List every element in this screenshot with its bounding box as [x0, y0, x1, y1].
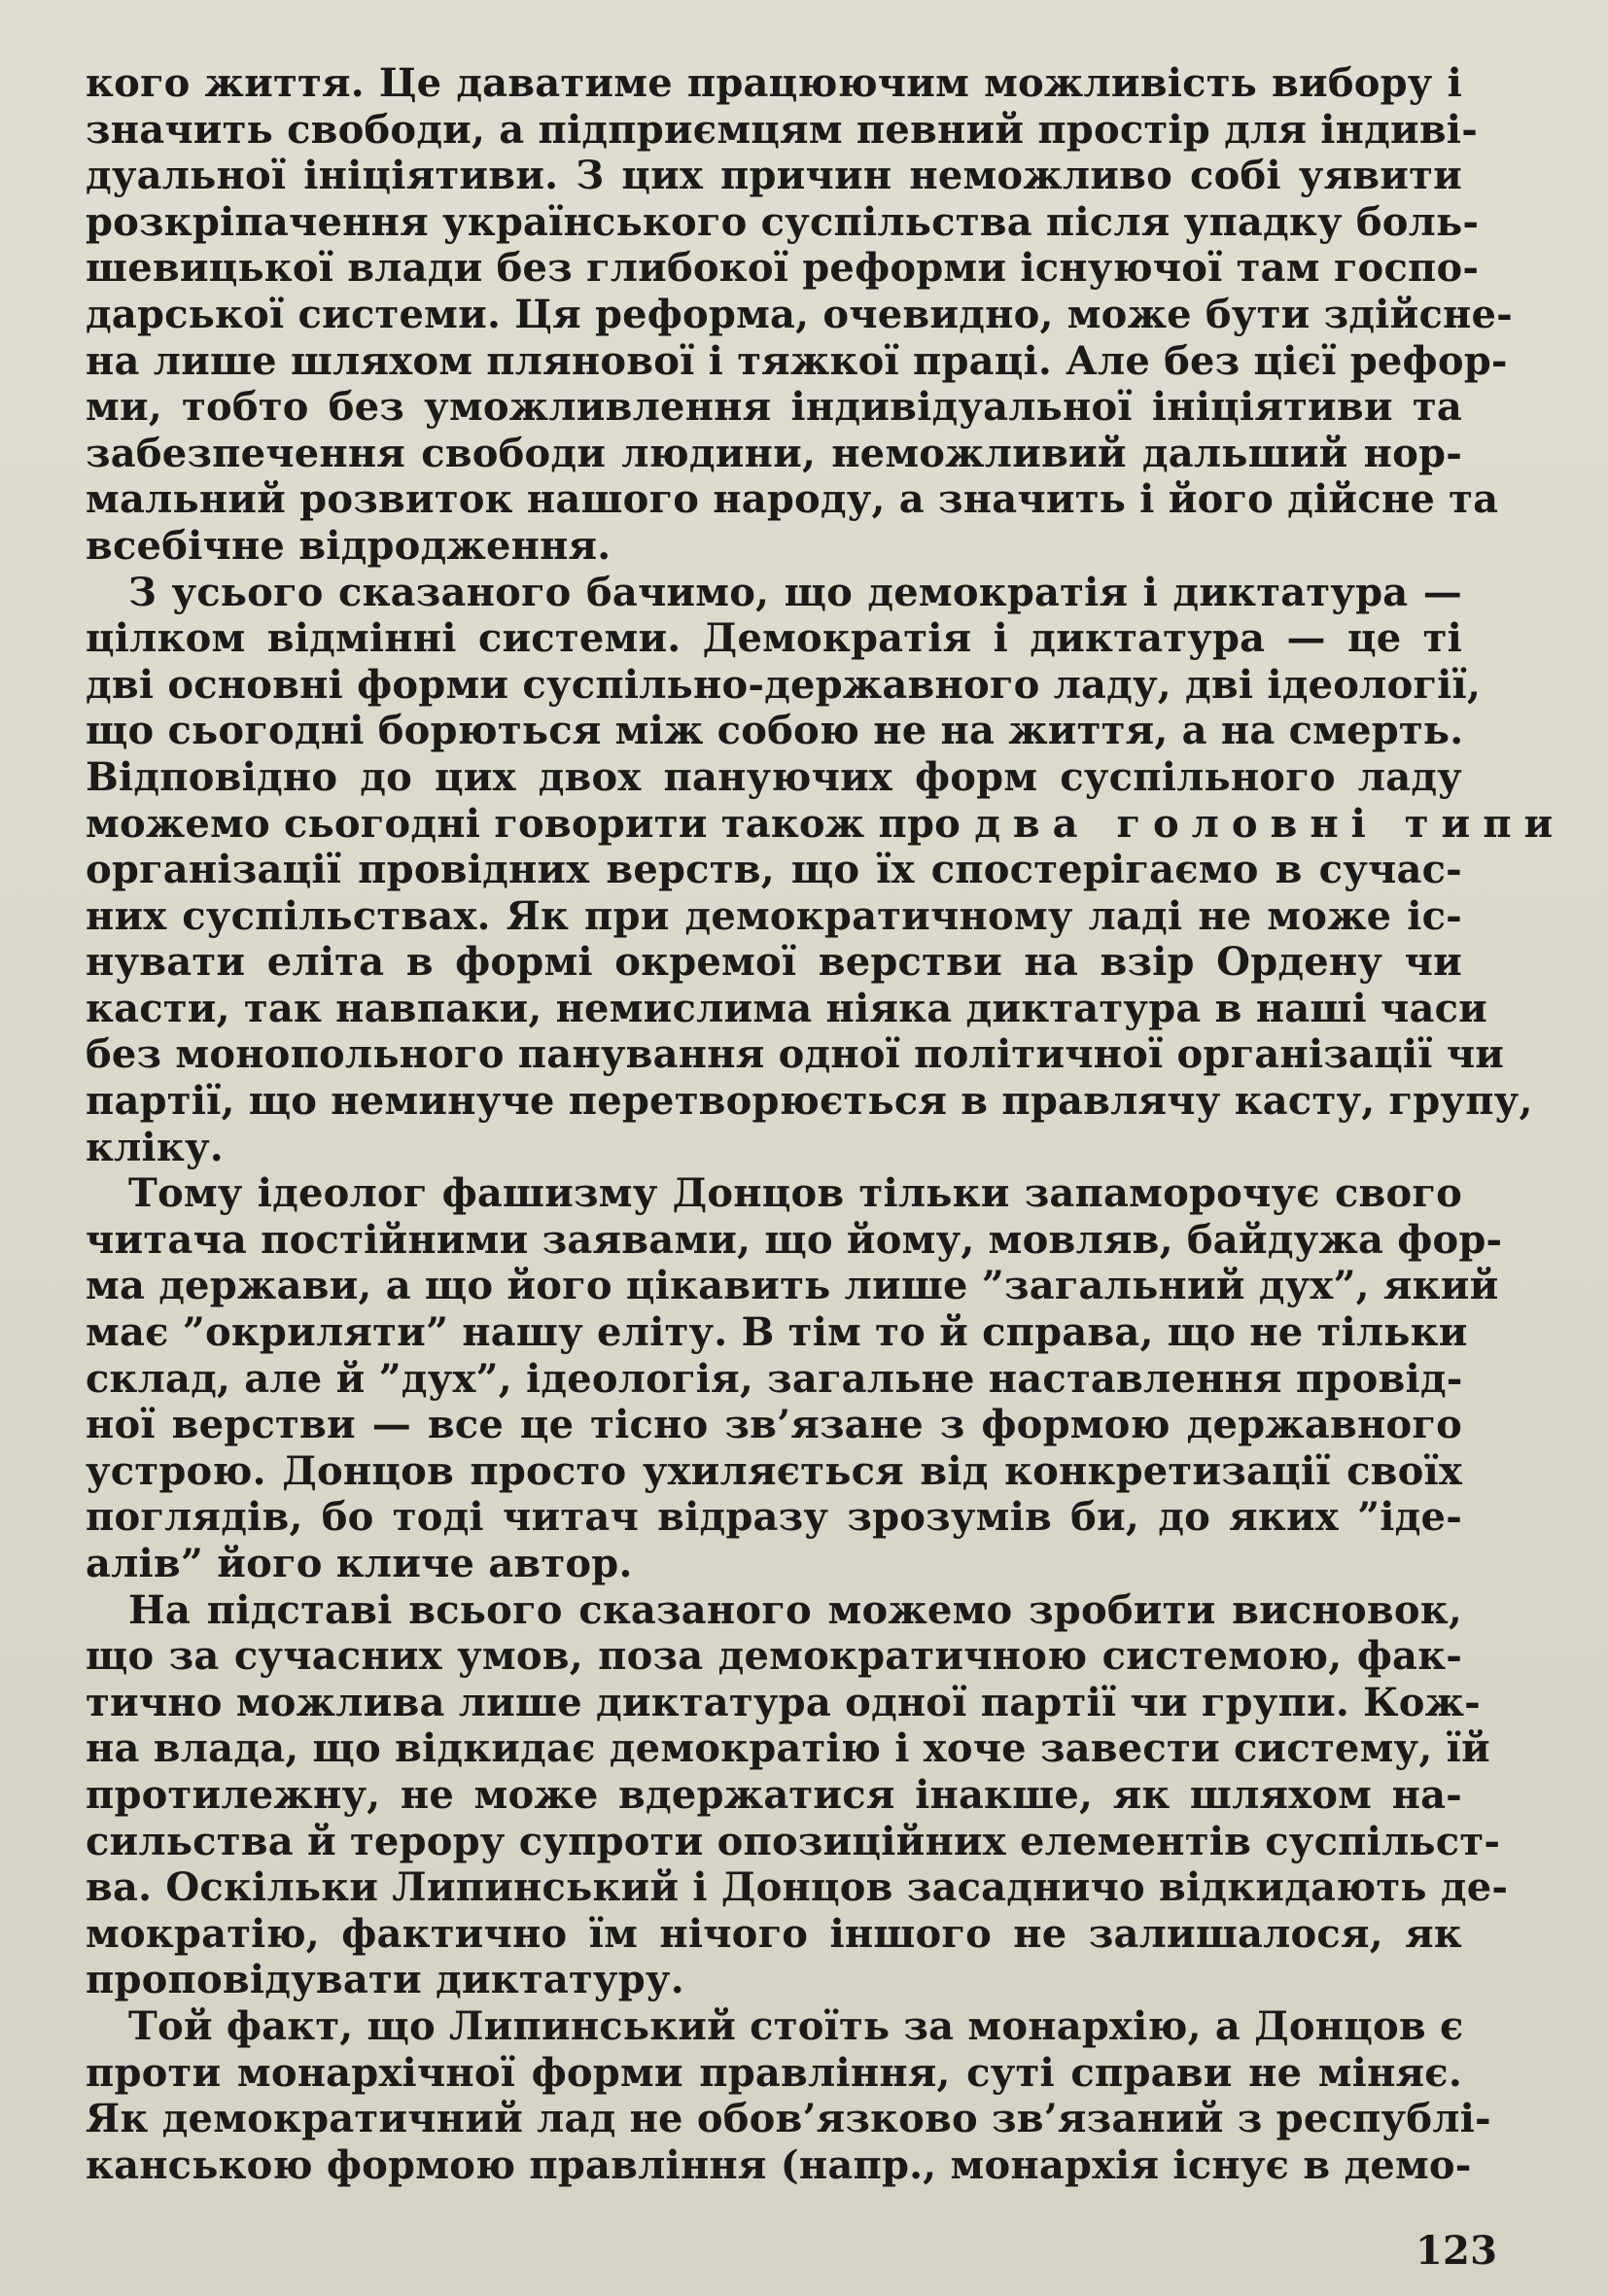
text-line: протилежну, не може вдержатися інакше, як шляхом на- [86, 1771, 1462, 1818]
paragraph-1 [86, 60, 1513, 570]
text-line: кого життя. Це даватиме працюючим можливість вибору і [86, 60, 1462, 106]
text-line: розкріпачення українського суспільства після упадку боль- [86, 198, 1480, 245]
text-line: поглядів, бо тоді читач відразу зрозумів би, до яких ”іде- [86, 1494, 1462, 1541]
text-line: ма держави, а що його цікавить лише ”загальний дух”, який [86, 1263, 1499, 1309]
text-line: сильства й терору супроти опозиційних елементів суспільст- [86, 1818, 1501, 1864]
text-line-with-spaced-phrase [86, 800, 1566, 848]
text-line: мократію, фактично їм нічого іншого не залишалося, як [86, 1910, 1462, 1957]
text-line: дарської системи. Ця реформа, очевидно, може бути здійсне- [86, 291, 1513, 337]
paragraph-3 [86, 1170, 1503, 1586]
text-line: ної верстви — все це тісно зв’язане з формою державного [86, 1402, 1462, 1448]
text-line: забезпечення свободи людини, неможливий дальший нор- [86, 430, 1462, 476]
text-line: касти, так навпаки, немислима ніяка диктатура в наші часи [86, 985, 1488, 1031]
text-line: організації провідних верств, що їх спостерігаємо в сучас- [86, 847, 1462, 893]
paragraph-4 [86, 1586, 1509, 2003]
paragraph-5 [86, 2002, 1491, 2188]
text-line: має ”окриляти” нашу еліту. В тім то й справа, що не тільки [86, 1309, 1468, 1356]
text-line: З усього сказаного бачимо, що демократія і диктатура — [128, 569, 1462, 615]
text-line: проти монархічної форми правління, суті справи не міняє. [86, 2049, 1462, 2096]
text-line: ми, тобто без уможливлення індивідуальної ініціятиви та [86, 384, 1462, 431]
text-line: На підставі всього сказаного можемо зробити висновок, [128, 1586, 1462, 1633]
text-line: читача постійними заявами, що йому, мовляв, байдужа фор- [86, 1216, 1503, 1263]
text-line: кліку. [86, 1124, 224, 1170]
text-line: всебічне відродження. [86, 522, 612, 569]
text-line: Той факт, що Липинський стоїть за монархію, а Донцов є [128, 2002, 1464, 2049]
text-line: ва. Оскільки Липинський і Донцов засадничо відкидають де- [86, 1864, 1509, 1911]
text-fragment: можемо сьогодні говорити також про [86, 800, 961, 847]
text-line: мальний розвиток нашого народу, а значить і його дійсне та [86, 476, 1499, 523]
text-line: на лише шляхом плянової і тяжкої праці. Але без цієї рефор- [86, 337, 1508, 384]
text-line: нувати еліта в формі окремої верстви на взір Ордену чи [86, 939, 1462, 986]
text-line: Як демократичний лад не обов’язково зв’язаний з республі- [86, 2096, 1491, 2142]
text-line: партії, що неминуче перетворюється в правлячу касту, групу, [86, 1078, 1533, 1125]
text-line: проповідувати диктатуру. [86, 1957, 684, 2003]
text-line: цілком відмінні системи. Демократія і диктатура — це ті [86, 615, 1462, 662]
text-line: що за сучасних умов, поза демократичною системою, фак- [86, 1633, 1462, 1680]
spaced-emphasis: два головні типи [974, 800, 1566, 847]
text-line: них суспільствах. Як при демократичному ладі не може іс- [86, 892, 1462, 939]
text-line: шевицької влади без глибокої реформи існуючої там госпо- [86, 245, 1480, 292]
text-line: тично можлива лише диктатура одної партії чи групи. Кож- [86, 1679, 1481, 1725]
text-line: Тому ідеолог фашизму Донцов тільки запаморочує свого [128, 1170, 1462, 1217]
text-line: на влада, що відкидає демократію і хоче завести систему, їй [86, 1725, 1490, 1772]
text-line: дві основні форми суспільно-державного ладу, дві ідеології, [86, 661, 1482, 708]
page-number: 123 [1416, 2228, 1498, 2274]
text-line: канською формою правління (напр., монархія існує в демо- [86, 2141, 1472, 2188]
text-line: Відповідно до цих двох пануючих форм суспільного ладу [86, 753, 1462, 800]
paragraph-2 [86, 569, 1566, 1171]
text-line: без монопольного панування одної політичної організації чи [86, 1031, 1505, 1078]
text-line: значить свободи, а підприємцям певний простір для індиві- [86, 106, 1479, 153]
text-line: дуальної ініціятиви. З цих причин неможливо собі уявити [86, 153, 1462, 199]
text-line: що сьогодні борються між собою не на життя, а на смерть. [86, 708, 1464, 754]
text-line: склад, але й ”дух”, ідеологія, загальне наставлення провід- [86, 1355, 1463, 1402]
text-line: устрою. Донцов просто ухиляється від конкретизації своїх [86, 1447, 1462, 1494]
text-line: алів” його кличе автор. [86, 1541, 633, 1586]
